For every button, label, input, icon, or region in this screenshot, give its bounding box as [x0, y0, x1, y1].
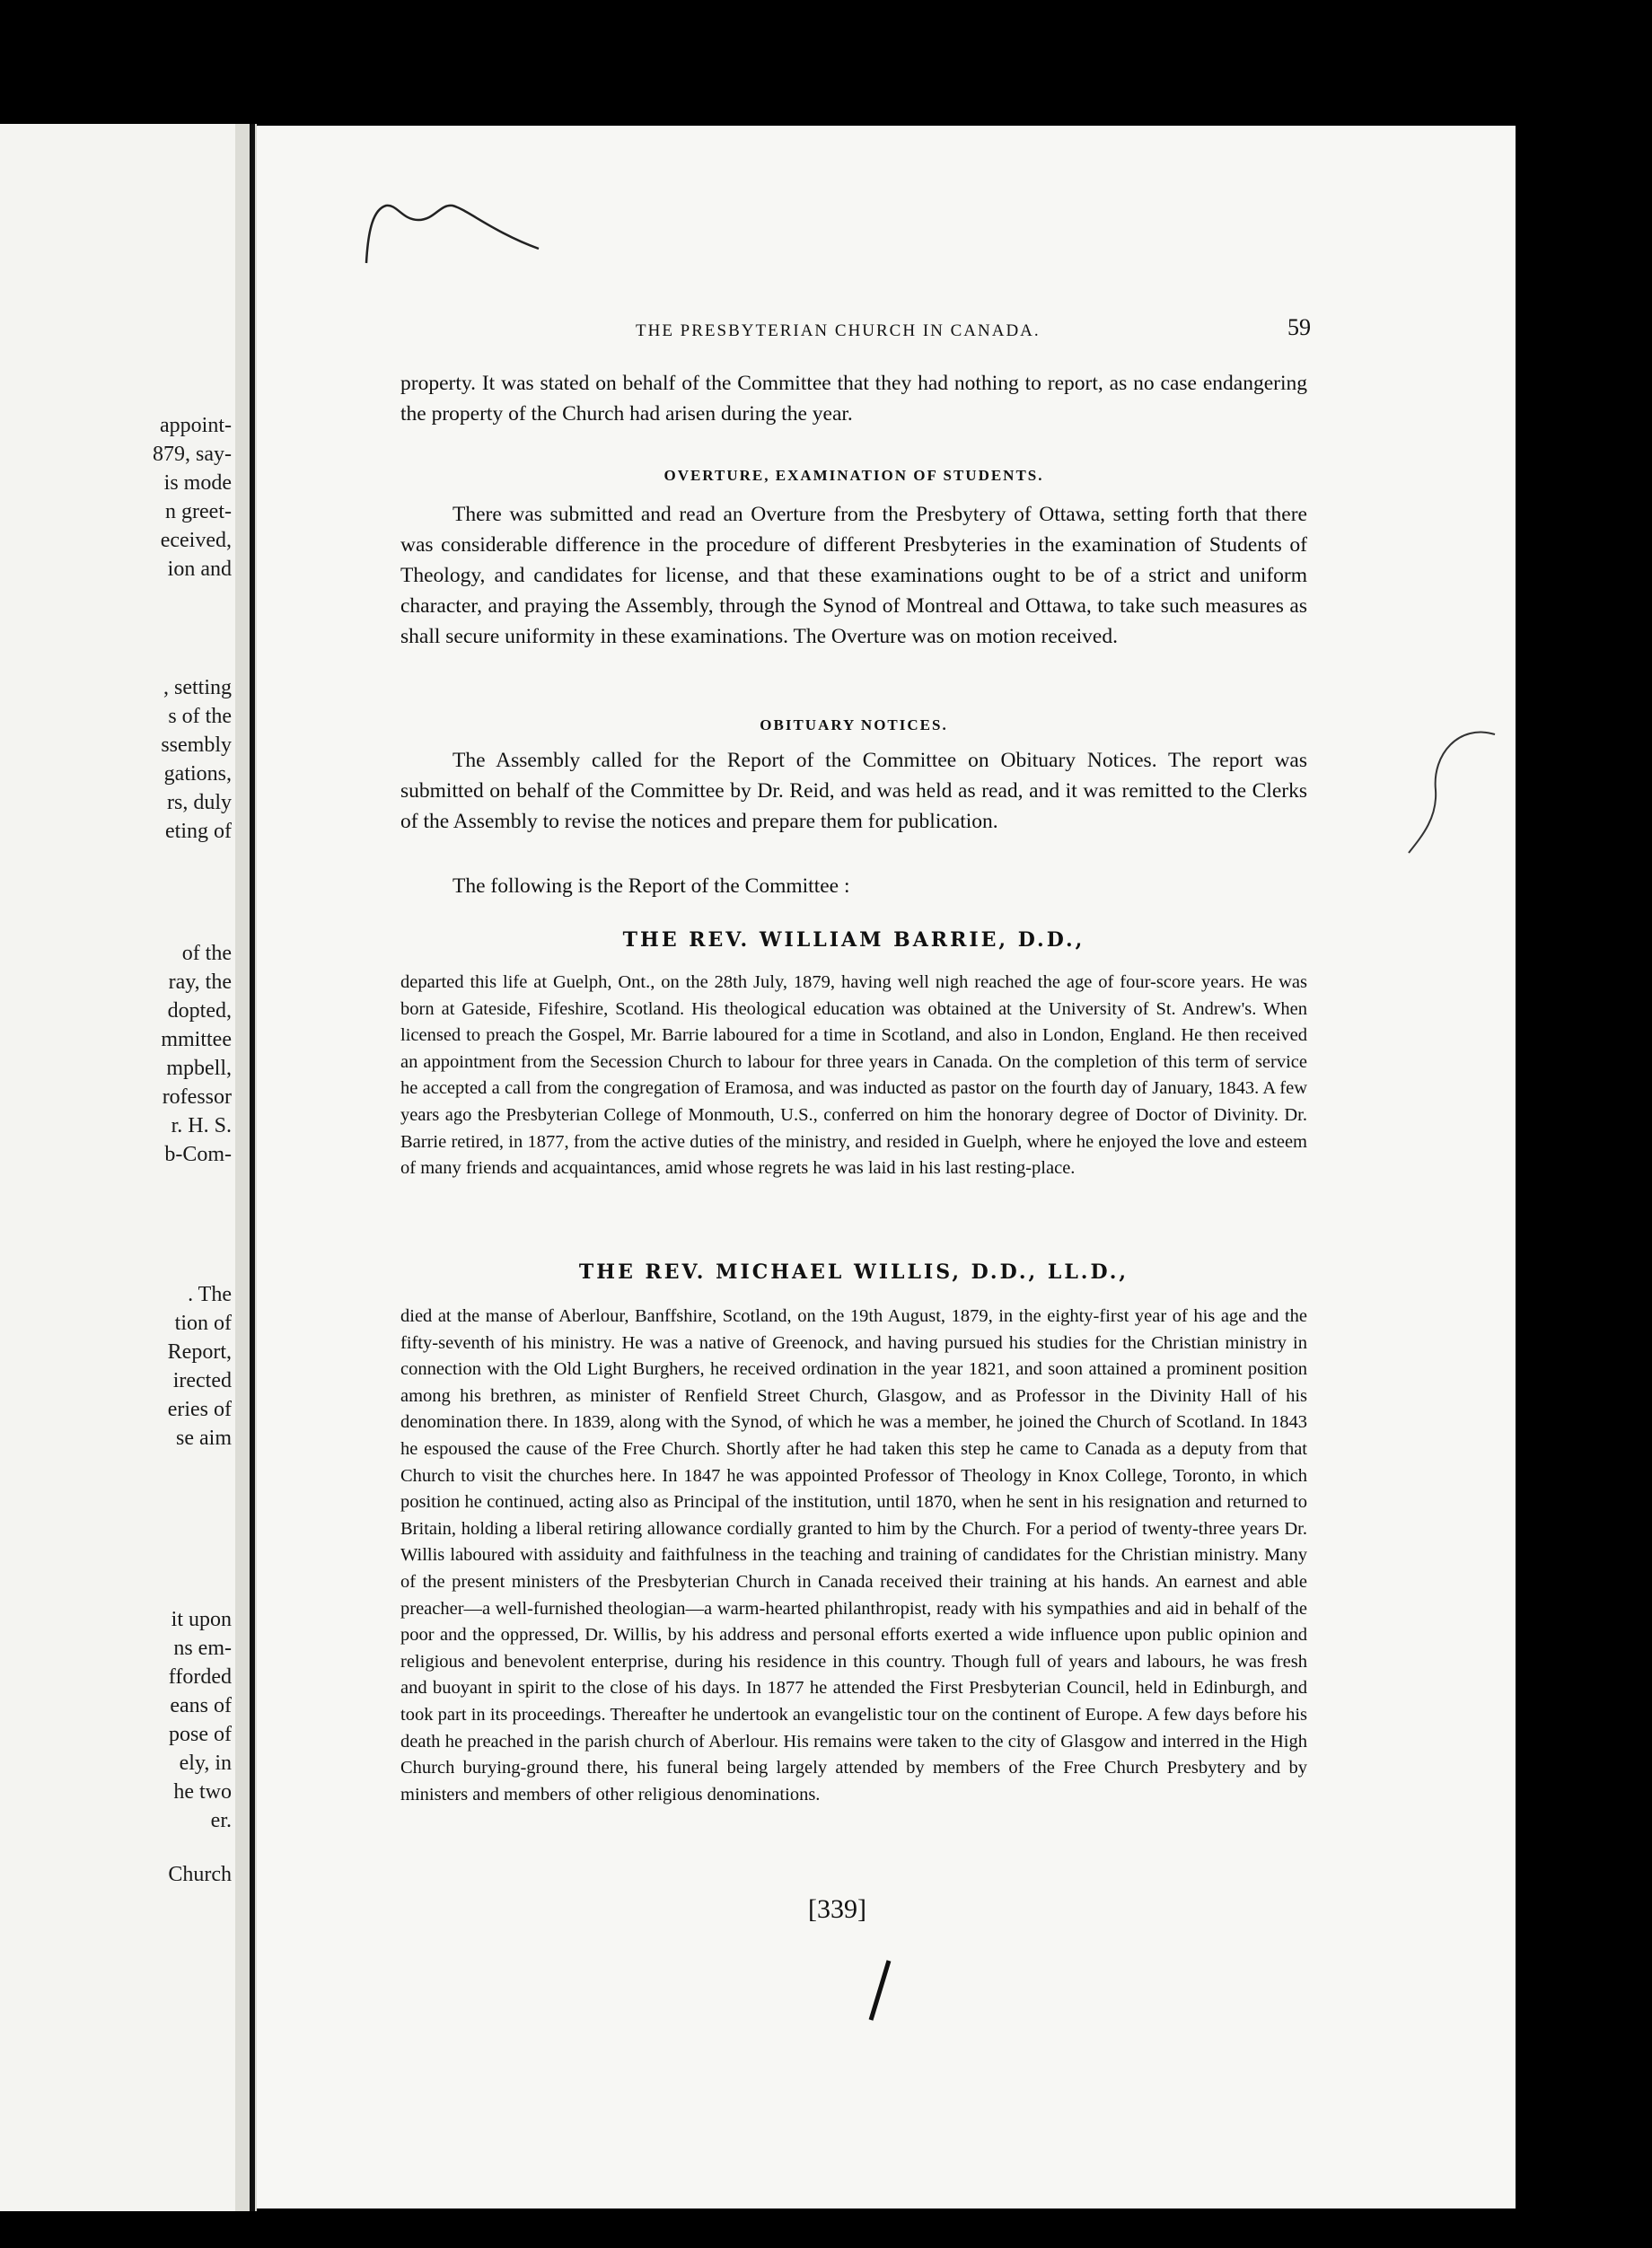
page-bottom-margin — [257, 2083, 1516, 2208]
left-page-line: he two — [173, 1780, 232, 1804]
left-page-line: b-Com- — [164, 1143, 232, 1166]
left-page-text-block-4 — [0, 1280, 235, 1453]
left-page-line: Report, — [167, 1340, 232, 1364]
left-page-line: eceived, — [160, 529, 232, 552]
left-page-line: s of the — [168, 705, 232, 728]
left-page-line: ray, the — [168, 970, 232, 994]
section-heading-obituary: OBITUARY NOTICES. — [760, 716, 948, 733]
left-page-line: r. H. S. — [171, 1114, 232, 1137]
binding-line — [250, 124, 255, 2211]
left-page-line: se aim — [176, 1427, 232, 1450]
obituary-intro-paragraph: The Assembly called for the Report of the Committee on Obituary Notices. The report was submitted on behalf of the Committee by Dr. Reid, and was held as read, and it was remitted to the Clerks of the Assembly to revise the notices and prepare them for publication. — [400, 749, 1307, 833]
left-page-line: rs, duly — [167, 791, 232, 814]
left-page-line: . The — [188, 1283, 232, 1306]
left-page-line: , setting — [163, 676, 232, 699]
page-number: 59 — [1287, 314, 1311, 340]
left-page-line: ely, in — [179, 1752, 232, 1775]
left-page-line: mmittee — [161, 1028, 232, 1051]
left-page-line: Church — [168, 1863, 232, 1886]
report-intro-line: The following is the Report of the Committee : — [453, 874, 850, 898]
left-page-line: pose of — [169, 1723, 232, 1746]
running-header — [404, 312, 1311, 352]
overture-paragraph: There was submitted and read an Overture from the Presbytery of Ottawa, setting forth that there was considerable difference in the procedure of different Presbyteries in the examination of Students of Theology, and candidates for license, and that these examinations ought to be of a strict and uniform character, and praying the Assembly, through the Synod of Montreal and Ottawa, to take such measures as shall secure uniformity in these examinations. The Overture was on motion received. — [400, 503, 1307, 648]
obituary-text-barrie: departed this life at Guelph, Ont., on the 28th July, 1879, having well nigh reached the age of four-score years. He was born at Gateside, Fifeshire, Scotland. His theological education was obtained at the University of St. Andrew's. When licensed to preach the Gospel, Mr. Barrie laboured for a time in Scotland, and also in London, England. He then received an appointment from the Secession Church to labour for three years in Canada. On the completion of this term of service he accepted a call from the congregation of Eramosa, and was inducted as pastor on the fourth day of January, 1843. A few years ago the Presbyterian College of Monmouth, U.S., conferred on him the honorary degree of Doctor of Divinity. Dr. Barrie retired, in 1877, from the active duties of the ministry, and resided in Guelph, where he enjoyed the love and esteem of many friends and acquaintances, amid whose regrets he was laid in his last resting-place. — [400, 972, 1307, 1179]
left-page-line: dopted, — [167, 999, 232, 1023]
left-page-text-block-1 — [0, 411, 235, 584]
opening-paragraph: property. It was stated on behalf of the Committee that they had nothing to report, as no case endangering the property of the Church had arisen during the year. — [400, 372, 1307, 426]
left-page-text-block-3 — [0, 939, 235, 1169]
left-page-line: eting of — [165, 820, 232, 843]
obituary-heading-willis: THE REV. MICHAEL WILLIS, D.D., LL.D., — [578, 1260, 1129, 1284]
left-page-line: 879, say- — [153, 443, 232, 466]
left-page-line: fforded — [168, 1665, 232, 1689]
left-page-line: irected — [172, 1369, 232, 1392]
left-page-line: n greet- — [165, 500, 232, 523]
handwritten-mark-top — [359, 193, 557, 274]
left-page-line: er. — [210, 1809, 232, 1832]
left-page-line: eries of — [167, 1398, 232, 1421]
running-title: THE PRESBYTERIAN CHURCH IN CANADA. — [636, 321, 1041, 340]
left-page-line: tion of — [174, 1312, 232, 1335]
left-page-line: it upon — [171, 1608, 232, 1631]
obituary-heading-barrie: THE REV. WILLIAM BARRIE, D.D., — [622, 928, 1085, 952]
left-page-text-block-2 — [0, 673, 235, 846]
left-page-line: appoint- — [160, 414, 232, 437]
handwritten-mark-right — [1405, 718, 1504, 862]
handwritten-mark-bottom — [862, 1957, 898, 2029]
left-page-text-block-5 — [0, 1605, 235, 1835]
left-page-text-block-6 — [0, 1860, 235, 1889]
left-page-line: ssembly — [161, 733, 232, 757]
sessional-paper-number: [339] — [808, 1894, 866, 1924]
left-page-line: eans of — [170, 1694, 232, 1717]
left-page-line: gations, — [163, 762, 232, 786]
left-page-line: rofessor — [162, 1085, 232, 1109]
left-page-line: of the — [181, 942, 232, 965]
left-page-line: ion and — [167, 558, 232, 581]
left-page-line: mpbell, — [166, 1057, 232, 1080]
section-heading-overture: OVERTURE, EXAMINATION OF STUDENTS. — [663, 467, 1044, 484]
left-page-line: is mode — [163, 471, 232, 495]
left-page-line: ns em- — [173, 1637, 232, 1660]
obituary-text-willis: died at the manse of Aberlour, Banffshire, Scotland, on the 19th August, 1879, in the eighty-first year of his age and the fifty-seventh of his ministry. He was a native of Greenock, and having pursued his studies for the Christian ministry in connection with the Old Light Burghers, he received ordination in the year 1821, and soon attained a prominent position among his brethren, as minister of Renfield Street Church, Glasgow, and as Professor in the Divinity Hall of his denomination there. In 1839, along with the Synod, of which he was a member, he joined the Church of Scotland. In 1843 he espoused the cause of the Free Church. Shortly after he had taken this step he came to Canada as a deputy from that Church to visit the churches here. In 1847 he was appointed Professor of Theology in Knox College, Toronto, in which position he continued, acting also as Principal of the institution, until 1870, when he sent in his resignation and returned to Britain, holding a liberal retiring allowance cordially granted to him by the Church. For a period of twenty-three years Dr. Willis laboured with assiduity and faithfulness in the teaching and training of candidates for the Christian ministry. Many of the present ministers of the Presbyterian Church in Canada received their training at his hands. An earnest and able preacher—a well-furnished theologian—a warm-hearted philanthropist, ready with his sympathies and aid in behalf of the poor and the oppressed, Dr. Willis, by his address and personal efforts exerted a wide influence upon public opinion and religious and benevolent enterprise, during his residence in this country. Though full of years and labours, he was fresh and buoyant in spirit to the close of his days. In 1877 he attended the First Presbyterian Council, held in Edinburgh, and took part in its proceedings. Thereafter he undertook an evangelistic tour on the continent of Europe. A few days before his death he preached in the parish church of Aberlour. His remains were taken to the city of Glasgow and interred in the High Church burying-ground there, his funeral being largely attended by members of the Free Church Presbytery and by ministers and members of other religious denominations. — [400, 1306, 1307, 1805]
